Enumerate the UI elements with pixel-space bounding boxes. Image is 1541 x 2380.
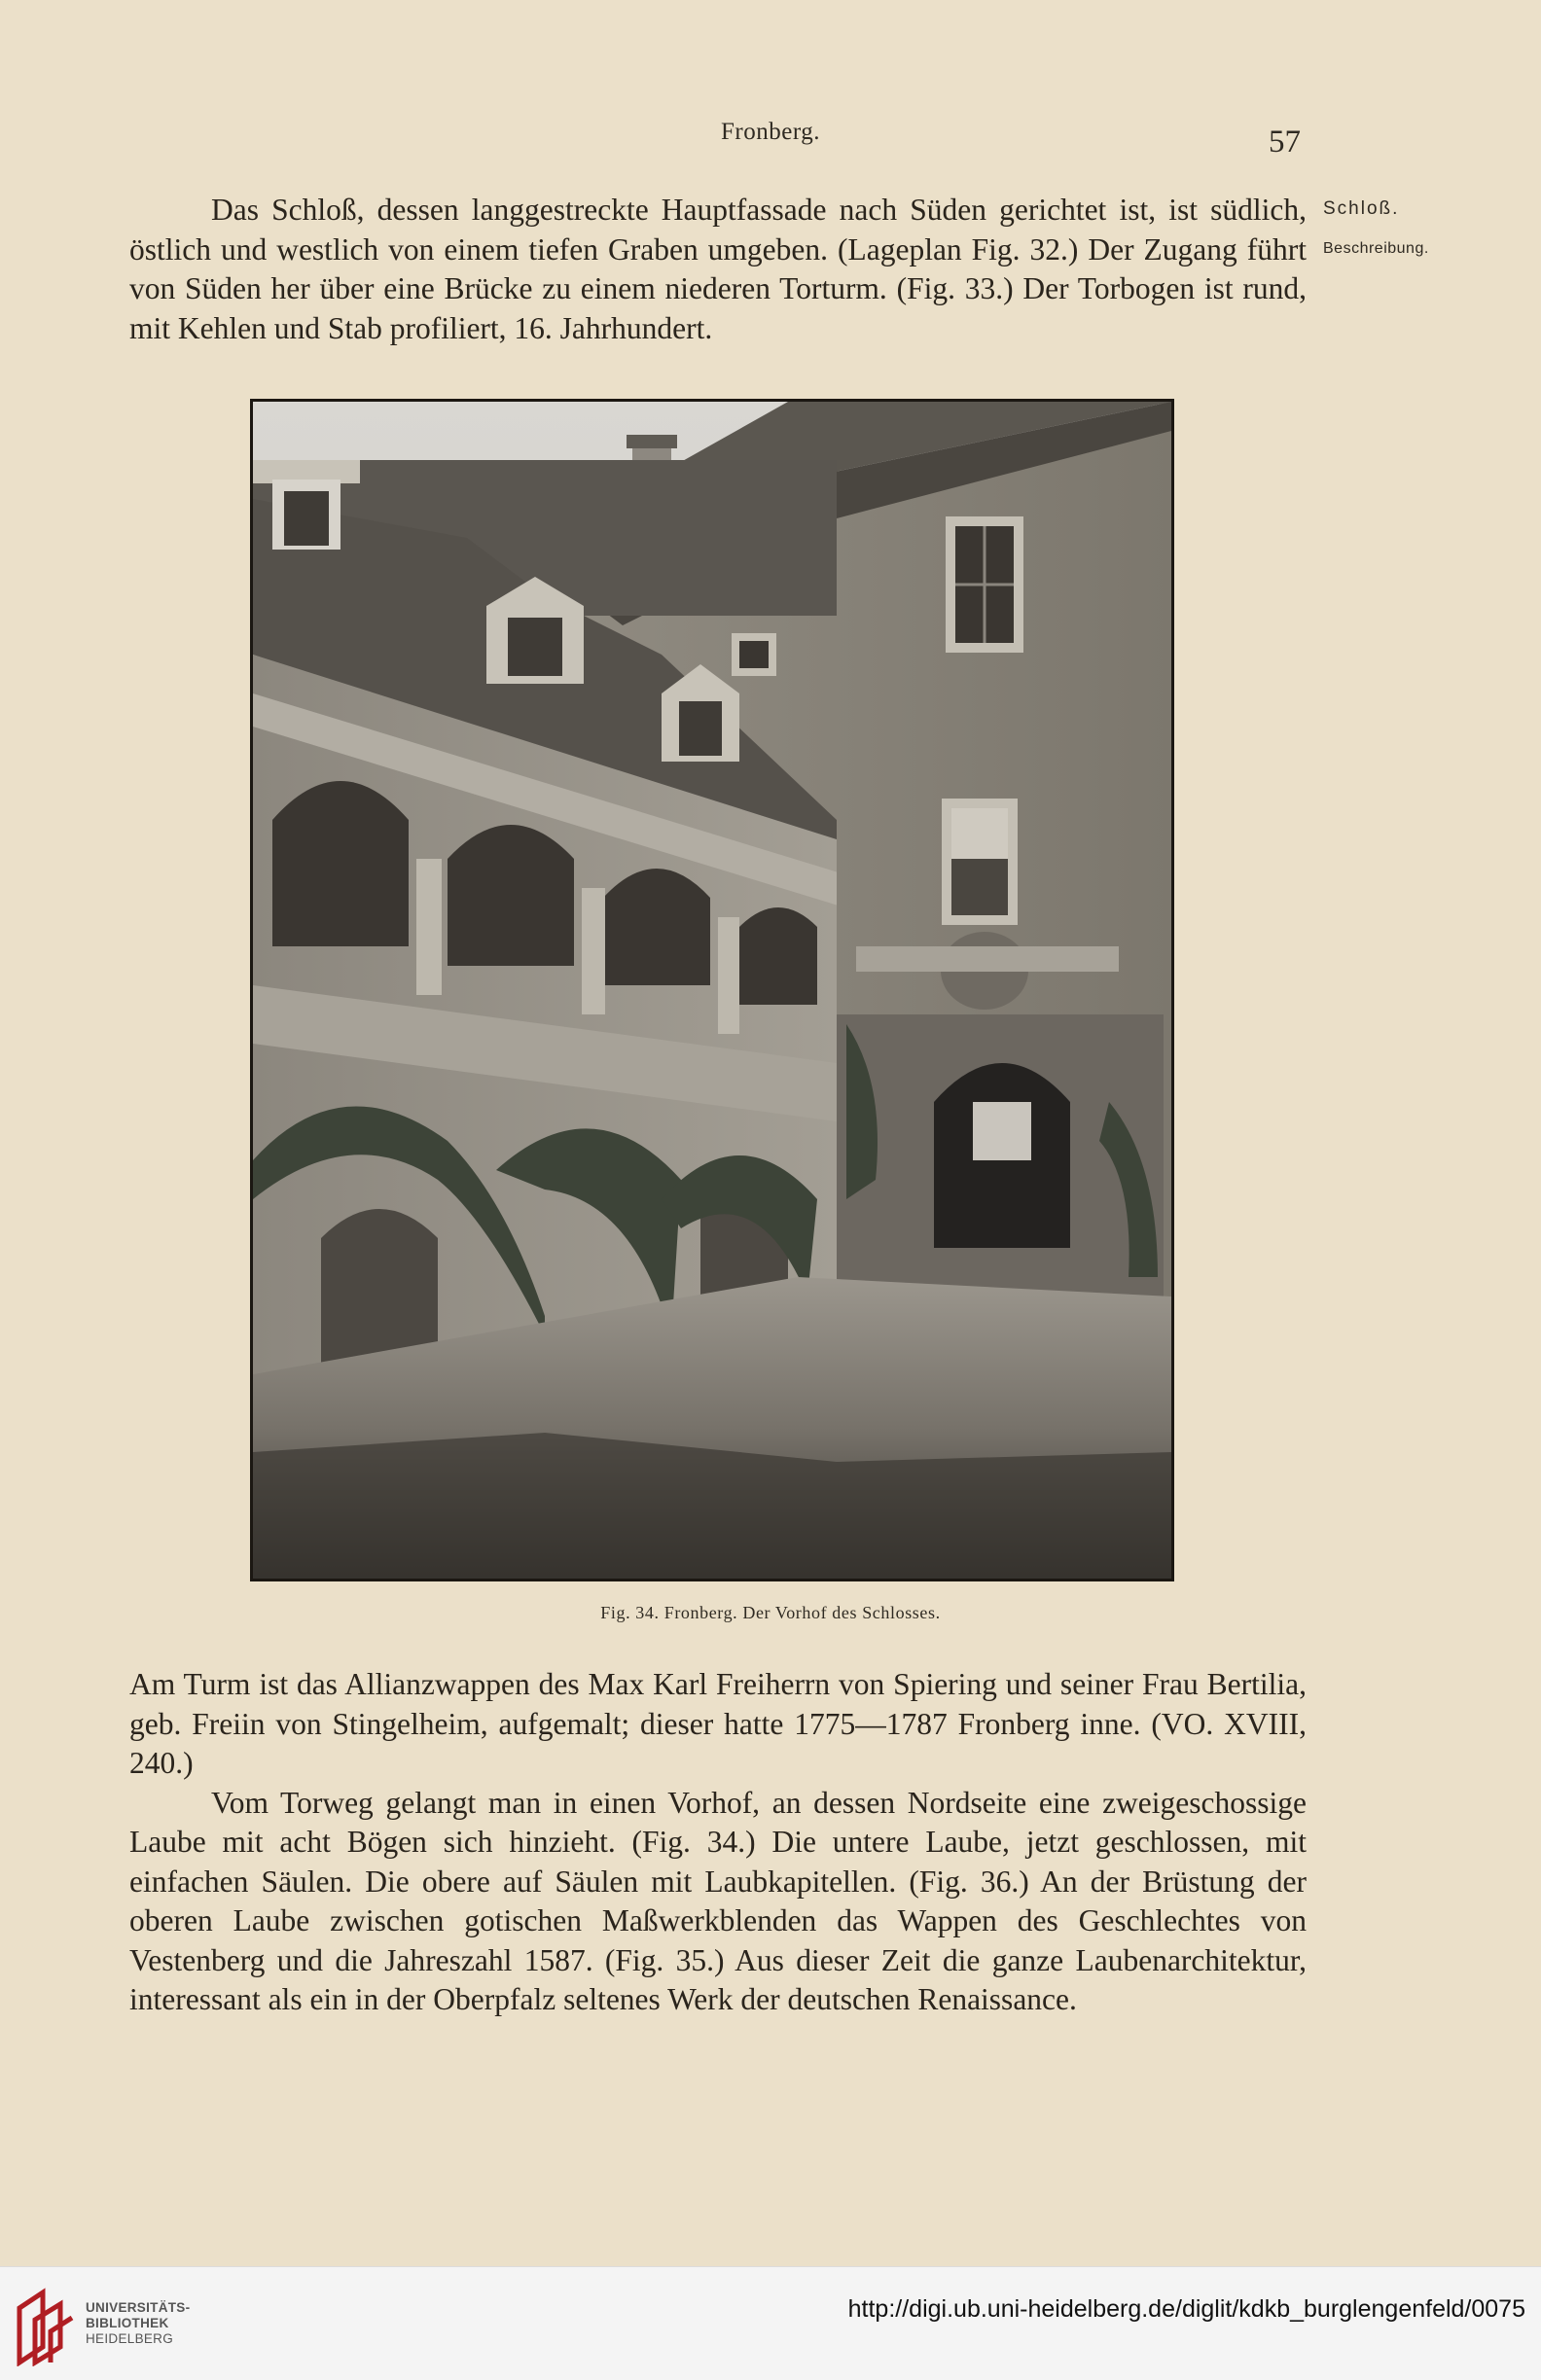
- text-block-top: [129, 191, 1307, 348]
- paragraph: Vom Torweg gelangt man in einen Vorhof, an dessen Nordseite eine zweigeschossige Laube mit acht Bögen sich hinzieht. (Fig. 34.) Die untere Laube, jetzt geschlossen, mit einfachen Säulen. Die obere auf Säulen mit Laubkapitellen. (Fig. 36.) An der Brüstung der oberen Laube zwischen gotischen Maßwerkblenden das Wappen des Geschlechtes von Vestenberg und die Jahreszahl 1587. (Fig. 35.) Aus dieser Zeit die ganze Laubenarchitektur, interessant als ein in der Oberpfalz seltenes Werk der deutschen Renaissance.: [129, 1785, 1307, 2016]
- library-line: BIBLIOTHEK: [86, 2316, 169, 2330]
- library-line: UNIVERSITÄTS-: [86, 2300, 191, 2315]
- courtyard-photograph: [250, 399, 1174, 1581]
- source-url-link[interactable]: http://digi.ub.uni-heidelberg.de/diglit/kdkb_burglengenfeld/0075: [847, 2295, 1525, 2323]
- page-number: 57: [1269, 124, 1301, 160]
- running-title: Fronberg.: [721, 119, 820, 145]
- margin-note-schloss: Schloß.: [1323, 198, 1400, 219]
- text-block-bottom: [129, 1665, 1307, 2020]
- paragraph: Das Schloß, dessen langgestreckte Hauptfassade nach Süden gerichtet ist, ist südlich, östlich und westlich von einem tiefen Graben umgeben. (Lageplan Fig. 32.) Der Zugang führt von Süden her über eine Brücke zu einem niederen Torturm. (Fig. 33.) Der Torbogen ist rund, mit Kehlen und Stab profiliert, 16. Jahrhundert.: [129, 193, 1307, 345]
- figure-caption: Fig. 34. Fronberg. Der Vorhof des Schlosses.: [600, 1603, 941, 1622]
- library-line: HEIDELBERG: [86, 2331, 174, 2346]
- library-name: [86, 2300, 190, 2347]
- library-logo-icon: [14, 2287, 76, 2366]
- margin-note-beschreibung: Beschreibung.: [1323, 240, 1429, 257]
- footer-bar: [0, 2266, 1541, 2380]
- paragraph: Am Turm ist das Allianzwappen des Max Karl Freiherrn von Spiering und seiner Frau Bertilia, geb. Freiin von Stingelheim, aufgemalt; dieser hatte 1775—1787 Fronberg inne. (VO. XVIII, 240.): [129, 1667, 1307, 1780]
